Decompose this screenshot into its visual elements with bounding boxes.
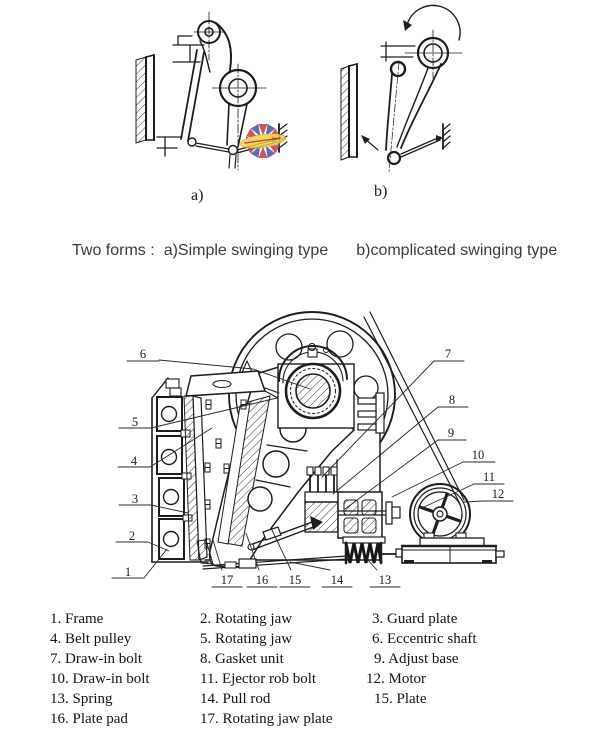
callout-4: 4 [130, 454, 138, 468]
caption-intro: Two forms : [72, 242, 155, 259]
part-item-4: 4. Belt pulley [50, 631, 132, 647]
part-item-16: 16. Plate pad [50, 711, 128, 727]
caption-form-a: a)Simple swinging type [163, 242, 329, 259]
callout-5: 5 [131, 415, 139, 429]
callout-15: 15 [288, 573, 302, 587]
figure-label-b: b) [374, 183, 388, 200]
part-item-1: 1. Frame [50, 611, 104, 627]
callout-17: 17 [220, 573, 234, 587]
part-item-13: 13. Spring [50, 691, 113, 707]
part-item-17: 17. Rotating jaw plate [200, 711, 333, 727]
part-item-6: 6. Eccentric shaft [372, 631, 477, 647]
part-item-3: 3. Guard plate [372, 611, 458, 627]
part-item-11: 11. Ejector rob bolt [200, 671, 317, 687]
callout-11: 11 [482, 470, 496, 484]
callout-16: 16 [255, 573, 269, 587]
part-item-15: 15. Plate [374, 691, 427, 707]
caption-form-b: b)complicated swinging type [356, 242, 558, 259]
callout-9: 9 [447, 426, 455, 440]
part-item-9: 9. Adjust base [374, 651, 459, 667]
part-item-2: 2. Rotating jaw [200, 611, 293, 627]
callout-12: 12 [491, 487, 505, 501]
callout-6: 6 [139, 347, 147, 361]
callout-13: 13 [378, 573, 392, 587]
part-item-10: 10. Draw-in bolt [50, 671, 150, 687]
part-item-5: 5. Rotating jaw [200, 631, 293, 647]
callout-1: 1 [124, 565, 132, 579]
callout-3: 3 [131, 492, 139, 506]
part-item-12: 12. Motor [366, 671, 426, 687]
part-item-8: 8. Gasket unit [200, 651, 284, 667]
callout-10: 10 [471, 448, 485, 462]
figure-label-a: a) [191, 187, 204, 204]
callout-2: 2 [128, 529, 136, 543]
callout-8: 8 [448, 393, 456, 407]
part-item-14: 14. Pull rod [200, 691, 271, 707]
callout-14: 14 [330, 573, 344, 587]
part-item-7: 7. Draw-in bolt [50, 651, 143, 667]
callout-7: 7 [444, 347, 452, 361]
